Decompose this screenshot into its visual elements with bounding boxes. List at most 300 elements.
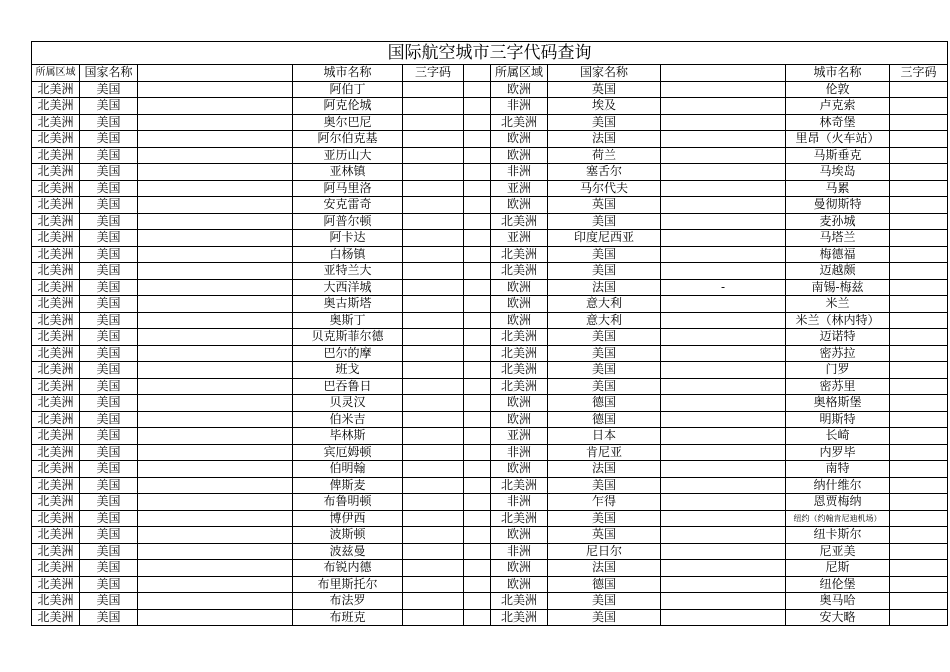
- table-cell: 巴尔的摩: [293, 345, 403, 362]
- header-cell: 城市名称: [786, 65, 890, 82]
- table-row: [32, 131, 948, 148]
- table-cell: 安克雷奇: [293, 197, 403, 214]
- table-row: [32, 527, 948, 544]
- table-cell: [890, 147, 948, 164]
- table-cell: 美国: [80, 263, 138, 280]
- table-row: [32, 494, 948, 511]
- header-cell: [464, 65, 491, 82]
- table-cell: 北美洲: [491, 246, 548, 263]
- table-cell: 北美洲: [32, 609, 80, 626]
- header-cell: [138, 65, 293, 82]
- table-row: [32, 329, 948, 346]
- table-cell: 北美洲: [32, 164, 80, 181]
- table-row: [32, 444, 948, 461]
- header-row: [32, 65, 948, 82]
- table-cell: 马斯垂克: [786, 147, 890, 164]
- header-cell: 三字码: [890, 65, 948, 82]
- table-cell: [661, 560, 786, 577]
- table-cell: 阿克伦城: [293, 98, 403, 115]
- table-cell: 北美洲: [32, 296, 80, 313]
- table-cell: [403, 197, 464, 214]
- table-cell: [403, 609, 464, 626]
- table-cell: 美国: [80, 246, 138, 263]
- table-cell: 北美洲: [491, 263, 548, 280]
- empty-cell: [464, 246, 491, 263]
- table-row: [32, 428, 948, 445]
- table-cell: 德国: [548, 395, 661, 412]
- table-cell: [661, 81, 786, 98]
- table-cell: 北美洲: [491, 345, 548, 362]
- table-cell: 美国: [80, 477, 138, 494]
- table-cell: 阿尔伯克基: [293, 131, 403, 148]
- table-cell: [890, 230, 948, 247]
- empty-cell: [138, 180, 293, 197]
- header-cell: 国家名称: [80, 65, 138, 82]
- table-row: [32, 230, 948, 247]
- table-cell: 法国: [548, 131, 661, 148]
- empty-cell: [464, 411, 491, 428]
- table-cell: 恩贾梅纳: [786, 494, 890, 511]
- table-cell: 伯米吉: [293, 411, 403, 428]
- empty-cell: [464, 593, 491, 610]
- empty-cell: [464, 362, 491, 379]
- table-cell: 欧洲: [491, 296, 548, 313]
- table-cell: [403, 98, 464, 115]
- table-cell: 北美洲: [491, 114, 548, 131]
- table-cell: 北美洲: [491, 510, 548, 527]
- table-cell: [661, 444, 786, 461]
- table-cell: 奥斯丁: [293, 312, 403, 329]
- empty-cell: [464, 609, 491, 626]
- table-cell: [403, 329, 464, 346]
- table-cell: 美国: [80, 593, 138, 610]
- table-cell: 英国: [548, 527, 661, 544]
- table-cell: [661, 362, 786, 379]
- table-cell: [403, 345, 464, 362]
- table-cell: 马埃岛: [786, 164, 890, 181]
- empty-cell: [138, 494, 293, 511]
- table-row: [32, 263, 948, 280]
- table-cell: 北美洲: [491, 362, 548, 379]
- table-row: [32, 576, 948, 593]
- table-cell: 纽伦堡: [786, 576, 890, 593]
- table-cell: 梅德福: [786, 246, 890, 263]
- table-cell: 毕林斯: [293, 428, 403, 445]
- table-cell: [890, 279, 948, 296]
- empty-cell: [138, 213, 293, 230]
- empty-cell: [464, 296, 491, 313]
- table-row: [32, 362, 948, 379]
- table-cell: 印度尼西亚: [548, 230, 661, 247]
- table-cell: 英国: [548, 81, 661, 98]
- empty-cell: [138, 114, 293, 131]
- table-cell: 亚特兰大: [293, 263, 403, 280]
- empty-cell: [138, 461, 293, 478]
- table-cell: 美国: [80, 312, 138, 329]
- empty-cell: [138, 246, 293, 263]
- table-cell: 大西洋城: [293, 279, 403, 296]
- empty-cell: [464, 576, 491, 593]
- table-cell: [890, 98, 948, 115]
- table-cell: 北美洲: [32, 576, 80, 593]
- empty-cell: [138, 560, 293, 577]
- table-cell: [890, 362, 948, 379]
- table-cell: 亚洲: [491, 180, 548, 197]
- empty-cell: [138, 593, 293, 610]
- table-cell: [403, 114, 464, 131]
- table-cell: 美国: [548, 593, 661, 610]
- table-cell: [890, 312, 948, 329]
- empty-cell: [464, 312, 491, 329]
- table-cell: 美国: [80, 411, 138, 428]
- table-cell: [403, 296, 464, 313]
- table-cell: 欧洲: [491, 527, 548, 544]
- table-cell: 班戈: [293, 362, 403, 379]
- table-cell: [890, 560, 948, 577]
- table-cell: [661, 213, 786, 230]
- table-cell: [403, 246, 464, 263]
- table-cell: -: [661, 279, 786, 296]
- table-cell: 南锡-梅兹: [786, 279, 890, 296]
- empty-cell: [138, 362, 293, 379]
- table-cell: [890, 411, 948, 428]
- table-cell: 亚林镇: [293, 164, 403, 181]
- empty-cell: [464, 560, 491, 577]
- table-cell: [890, 263, 948, 280]
- table-cell: [403, 543, 464, 560]
- table-cell: [661, 395, 786, 412]
- empty-cell: [138, 576, 293, 593]
- table-cell: 亚洲: [491, 230, 548, 247]
- table-cell: [890, 395, 948, 412]
- table-cell: [403, 378, 464, 395]
- table-cell: 北美洲: [32, 494, 80, 511]
- table-cell: 马尔代夫: [548, 180, 661, 197]
- header-cell: 国家名称: [548, 65, 661, 82]
- table-cell: 非洲: [491, 98, 548, 115]
- table-cell: 欧洲: [491, 197, 548, 214]
- table-cell: 德国: [548, 411, 661, 428]
- table-cell: 荷兰: [548, 147, 661, 164]
- table-cell: 北美洲: [32, 329, 80, 346]
- table-cell: 布鲁明顿: [293, 494, 403, 511]
- table-cell: [661, 510, 786, 527]
- empty-cell: [464, 98, 491, 115]
- table-cell: [890, 197, 948, 214]
- table-cell: [403, 263, 464, 280]
- table-cell: 美国: [548, 213, 661, 230]
- table-cell: 美国: [80, 395, 138, 412]
- table-cell: 美国: [80, 164, 138, 181]
- table-cell: 南特: [786, 461, 890, 478]
- table-cell: 亚历山大: [293, 147, 403, 164]
- empty-cell: [464, 378, 491, 395]
- empty-cell: [138, 230, 293, 247]
- table-cell: 北美洲: [32, 362, 80, 379]
- table-cell: [403, 576, 464, 593]
- table-cell: 美国: [80, 494, 138, 511]
- table-cell: 美国: [80, 131, 138, 148]
- table-cell: 北美洲: [32, 213, 80, 230]
- table-cell: 北美洲: [491, 477, 548, 494]
- table-cell: 麦孙城: [786, 213, 890, 230]
- table-row: [32, 593, 948, 610]
- table-cell: 英国: [548, 197, 661, 214]
- table-cell: 马累: [786, 180, 890, 197]
- table-cell: 北美洲: [491, 593, 548, 610]
- table-row: [32, 312, 948, 329]
- table-cell: 美国: [548, 609, 661, 626]
- empty-cell: [138, 477, 293, 494]
- table-cell: [403, 81, 464, 98]
- table-cell: [403, 213, 464, 230]
- table-cell: 北美洲: [491, 378, 548, 395]
- table-cell: 美国: [80, 461, 138, 478]
- table-cell: [890, 576, 948, 593]
- empty-cell: [138, 131, 293, 148]
- empty-cell: [464, 81, 491, 98]
- empty-cell: [464, 477, 491, 494]
- table-cell: [890, 164, 948, 181]
- table-cell: [661, 197, 786, 214]
- table-cell: [661, 230, 786, 247]
- table-cell: 林奇堡: [786, 114, 890, 131]
- table-cell: 马塔兰: [786, 230, 890, 247]
- table-cell: 欧洲: [491, 576, 548, 593]
- table-cell: [890, 444, 948, 461]
- table-row: [32, 180, 948, 197]
- table-cell: 美国: [548, 510, 661, 527]
- table-cell: 北美洲: [32, 411, 80, 428]
- table-cell: 波兹曼: [293, 543, 403, 560]
- table-cell: 法国: [548, 461, 661, 478]
- table-cell: 米兰（林内特）: [786, 312, 890, 329]
- table-row: [32, 164, 948, 181]
- table-row: [32, 543, 948, 560]
- table-cell: 北美洲: [491, 213, 548, 230]
- table-row: [32, 477, 948, 494]
- table-cell: [661, 246, 786, 263]
- empty-cell: [464, 395, 491, 412]
- table-cell: 北美洲: [32, 81, 80, 98]
- empty-cell: [464, 444, 491, 461]
- empty-cell: [138, 329, 293, 346]
- empty-cell: [138, 527, 293, 544]
- header-cell: 所属区域: [32, 65, 80, 82]
- table-row: [32, 560, 948, 577]
- table-cell: 北美洲: [491, 329, 548, 346]
- table-cell: 埃及: [548, 98, 661, 115]
- table-cell: 北美洲: [32, 246, 80, 263]
- empty-cell: [138, 395, 293, 412]
- table-cell: 北美洲: [32, 230, 80, 247]
- empty-cell: [464, 164, 491, 181]
- table-cell: [661, 312, 786, 329]
- table-cell: 尼日尔: [548, 543, 661, 560]
- table-cell: [661, 543, 786, 560]
- table-cell: [661, 494, 786, 511]
- table-cell: 北美洲: [32, 510, 80, 527]
- table-cell: 贝灵汉: [293, 395, 403, 412]
- table-cell: 贝克斯菲尔德: [293, 329, 403, 346]
- table-cell: 美国: [548, 378, 661, 395]
- table-cell: 美国: [80, 213, 138, 230]
- table-cell: 美国: [548, 345, 661, 362]
- table-cell: 意大利: [548, 312, 661, 329]
- table-cell: [403, 147, 464, 164]
- table-cell: 布锐内德: [293, 560, 403, 577]
- table-cell: 法国: [548, 560, 661, 577]
- table-cell: 美国: [80, 296, 138, 313]
- table-cell: 塞舌尔: [548, 164, 661, 181]
- table-cell: 欧洲: [491, 560, 548, 577]
- table-cell: [661, 296, 786, 313]
- table-cell: 欧洲: [491, 411, 548, 428]
- empty-cell: [138, 345, 293, 362]
- empty-cell: [464, 494, 491, 511]
- table-cell: 欧洲: [491, 81, 548, 98]
- table-cell: 亚洲: [491, 428, 548, 445]
- table-cell: [661, 147, 786, 164]
- table-cell: 门罗: [786, 362, 890, 379]
- table-cell: 北美洲: [32, 543, 80, 560]
- airport-code-table: [31, 41, 948, 626]
- table-cell: 奥格斯堡: [786, 395, 890, 412]
- table-cell: [403, 230, 464, 247]
- table-cell: [403, 593, 464, 610]
- table-cell: 北美洲: [32, 345, 80, 362]
- empty-cell: [138, 279, 293, 296]
- table-cell: [403, 131, 464, 148]
- table-cell: [403, 411, 464, 428]
- table-cell: 日本: [548, 428, 661, 445]
- table-cell: [403, 527, 464, 544]
- table-cell: [890, 345, 948, 362]
- table-cell: 米兰: [786, 296, 890, 313]
- table-cell: 纽约（约翰肯尼迪机场）: [786, 510, 890, 527]
- table-cell: 北美洲: [32, 279, 80, 296]
- table-cell: 意大利: [548, 296, 661, 313]
- empty-cell: [138, 312, 293, 329]
- empty-cell: [138, 543, 293, 560]
- table-cell: 乍得: [548, 494, 661, 511]
- table-cell: [661, 428, 786, 445]
- table-cell: [890, 593, 948, 610]
- table-cell: 里昂（火车站）: [786, 131, 890, 148]
- table-cell: 阿伯丁: [293, 81, 403, 98]
- empty-cell: [464, 263, 491, 280]
- table-cell: 阿卡达: [293, 230, 403, 247]
- table-cell: 美国: [548, 362, 661, 379]
- table-cell: [661, 164, 786, 181]
- empty-cell: [464, 279, 491, 296]
- table-cell: 密苏里: [786, 378, 890, 395]
- table-cell: [661, 180, 786, 197]
- table-cell: 尼亚美: [786, 543, 890, 560]
- table-cell: [890, 246, 948, 263]
- table-cell: [403, 428, 464, 445]
- empty-cell: [138, 263, 293, 280]
- table-cell: [403, 494, 464, 511]
- table-cell: [403, 477, 464, 494]
- table-cell: [661, 576, 786, 593]
- empty-cell: [464, 329, 491, 346]
- empty-cell: [464, 180, 491, 197]
- table-cell: 非洲: [491, 164, 548, 181]
- table-cell: 布里斯托尔: [293, 576, 403, 593]
- table-cell: 美国: [80, 378, 138, 395]
- table-cell: 北美洲: [32, 197, 80, 214]
- table-row: [32, 461, 948, 478]
- table-cell: 长崎: [786, 428, 890, 445]
- empty-cell: [138, 164, 293, 181]
- table-cell: 欧洲: [491, 279, 548, 296]
- table-cell: [890, 510, 948, 527]
- empty-cell: [464, 543, 491, 560]
- table-cell: [661, 609, 786, 626]
- table-cell: 北美洲: [32, 560, 80, 577]
- table-cell: 美国: [80, 510, 138, 527]
- header-cell: 所属区域: [491, 65, 548, 82]
- empty-cell: [464, 147, 491, 164]
- table-cell: [661, 98, 786, 115]
- table-cell: 美国: [548, 329, 661, 346]
- table-cell: 伯明翰: [293, 461, 403, 478]
- table-cell: [890, 213, 948, 230]
- table-cell: [890, 329, 948, 346]
- table-cell: 尼斯: [786, 560, 890, 577]
- empty-cell: [138, 428, 293, 445]
- empty-cell: [138, 197, 293, 214]
- table-cell: 美国: [80, 197, 138, 214]
- table-cell: [890, 180, 948, 197]
- table-cell: 阿马里洛: [293, 180, 403, 197]
- table-cell: [890, 428, 948, 445]
- table-cell: 北美洲: [32, 312, 80, 329]
- table-row: [32, 246, 948, 263]
- table-cell: 纽卡斯尔: [786, 527, 890, 544]
- table-row: [32, 98, 948, 115]
- table-cell: 美国: [548, 263, 661, 280]
- table-cell: 美国: [80, 345, 138, 362]
- table-cell: [890, 81, 948, 98]
- empty-cell: [464, 114, 491, 131]
- table-cell: 宾厄姆顿: [293, 444, 403, 461]
- table-cell: 北美洲: [32, 428, 80, 445]
- table-cell: 密苏拉: [786, 345, 890, 362]
- table-cell: [661, 378, 786, 395]
- table-cell: 布法罗: [293, 593, 403, 610]
- empty-cell: [138, 510, 293, 527]
- table-cell: 美国: [80, 147, 138, 164]
- table-cell: [890, 494, 948, 511]
- table-cell: [403, 362, 464, 379]
- empty-cell: [138, 296, 293, 313]
- table-cell: 北美洲: [32, 477, 80, 494]
- table-cell: 美国: [80, 362, 138, 379]
- empty-cell: [464, 527, 491, 544]
- table-cell: [403, 444, 464, 461]
- table-cell: 欧洲: [491, 131, 548, 148]
- empty-cell: [464, 345, 491, 362]
- table-cell: 美国: [80, 329, 138, 346]
- table-cell: 美国: [80, 527, 138, 544]
- table-cell: 美国: [80, 576, 138, 593]
- empty-cell: [464, 461, 491, 478]
- empty-cell: [464, 510, 491, 527]
- empty-cell: [138, 609, 293, 626]
- table-cell: 俾斯麦: [293, 477, 403, 494]
